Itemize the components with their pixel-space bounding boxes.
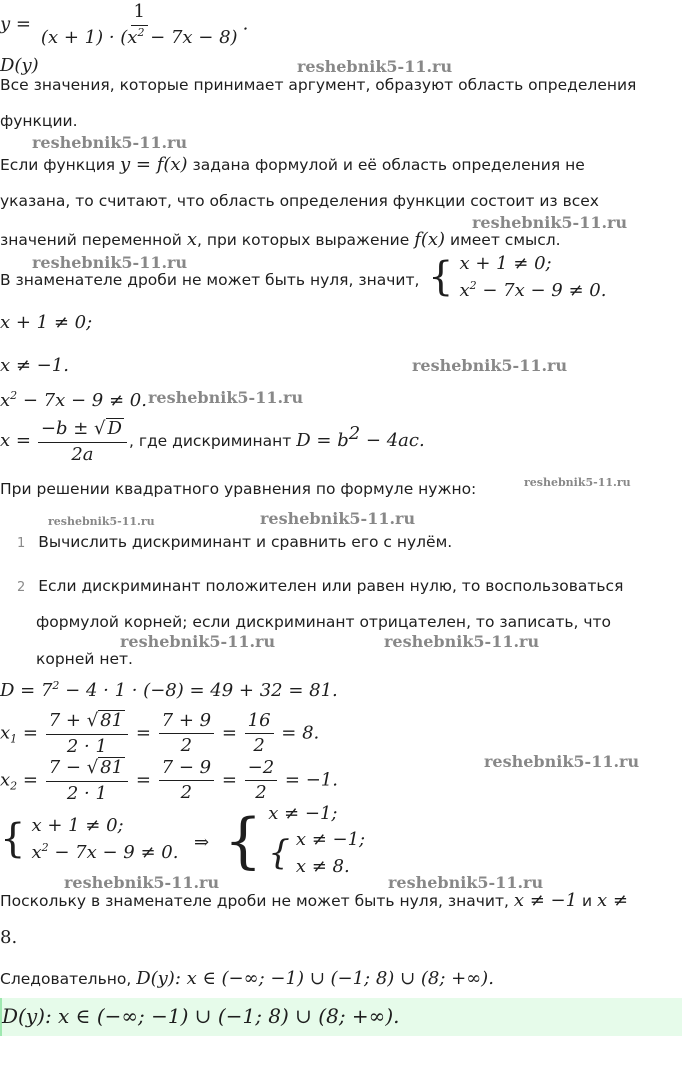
function-formula: y = $\frac{1}{(x + 1) \cdot (x^2 - 7x - 8)}$ .: [0, 1, 249, 48]
text-line: Все значения, которые принимает аргумент, образуют область определения: [0, 76, 637, 94]
watermark: reshebnik5-11.ru: [484, 752, 640, 771]
watermark: reshebnik5-11.ru: [148, 388, 304, 407]
system-3: { x ≠ −1; { x ≠ −1; x ≠ 8.: [224, 803, 366, 878]
answer: D(y): x ∈ (−∞; −1) ∪ (−1; 8) ∪ (8; +∞).: [2, 1004, 400, 1028]
equation: x ≠ −1.: [0, 355, 69, 376]
text-line: При решении квадратного уравнения по формуле нужно:: [0, 480, 477, 498]
text-line: В знаменателе дроби не может быть нуля, значит,: [0, 271, 420, 289]
watermark: reshebnik5-11.ru: [32, 133, 188, 152]
watermark: reshebnik5-11.ru: [64, 873, 220, 892]
watermark: reshebnik5-11.ru: [48, 515, 155, 528]
text-line: указана, то считают, что область определения функции состоит из всех: [0, 192, 599, 210]
list-item-cont: корней нет.: [36, 650, 133, 668]
watermark: reshebnik5-11.ru: [297, 57, 453, 76]
list-item-cont: формулой корней; если дискриминант отрицателен, то записать, что: [36, 613, 612, 631]
text-line: 8.: [0, 927, 18, 948]
function-fraction: $\frac{1}{(x + 1) \cdot (x^2 - 7x - 8)}$: [40, 1, 238, 48]
system-2: { x + 1 ≠ 0; $x^2 - 7x - 9 \ne 0$.: [0, 815, 179, 863]
implies-arrow: ⇒: [194, 832, 210, 853]
watermark: reshebnik5-11.ru: [120, 632, 276, 651]
equation: $x^2 - 7x - 9 \ne 0$.: [0, 389, 147, 411]
text-line: значений переменной x, при которых выражение f(x) имеет смысл.: [0, 229, 561, 250]
discriminant: $D = 7^2 - 4 \cdot 1 \cdot (-8) = 49 + 32 = 81$.: [0, 679, 338, 701]
watermark: reshebnik5-11.ru: [524, 476, 631, 489]
list-item: 1 Вычислить дискриминант и сравнить его с нулём.: [17, 533, 453, 551]
watermark: reshebnik5-11.ru: [388, 873, 544, 892]
domain-heading: D(y): [0, 55, 39, 76]
text-line: Поскольку в знаменателе дроби не может быть нуля, значит, x ≠ −1 и x ≠: [0, 890, 628, 911]
conclusion: Следовательно, D(y): x ∈ (−∞; −1) ∪ (−1; 8) ∪ (8; +∞).: [0, 968, 494, 989]
list-item: 2 Если дискриминант положителен или равен нулю, то воспользоваться: [17, 577, 624, 595]
text-line: функции.: [0, 112, 78, 130]
watermark: reshebnik5-11.ru: [32, 253, 188, 272]
root-x1: $x_1$ = $\frac{7 + √ 81}{2 \cdot 1}$ = $\frac{7 + 9}{2}$ = $\frac{16}{2}$ = 8.: [0, 709, 320, 757]
system-1: { x + 1 ≠ 0; $x^2 - 7x - 9 \ne 0$.: [428, 253, 607, 301]
root-x2: $x_2$ = $\frac{7 - √ 81}{2 \cdot 1}$ = $\frac{7 - 9}{2}$ = $\frac{-2}{2}$ = −1.: [0, 756, 338, 804]
watermark: reshebnik5-11.ru: [384, 632, 540, 651]
answer-box: [0, 998, 682, 1036]
watermark: reshebnik5-11.ru: [412, 356, 568, 375]
equation: x + 1 ≠ 0;: [0, 312, 93, 333]
text-line: Если функция y = f(x) задана формулой и её область определения не: [0, 154, 585, 175]
root-formula: x = $\frac{-b \pm √ D}{2a}$ , где дискриминант $D = b^2 - 4ac$.: [0, 418, 425, 465]
watermark: reshebnik5-11.ru: [260, 509, 416, 528]
watermark: reshebnik5-11.ru: [472, 213, 628, 232]
